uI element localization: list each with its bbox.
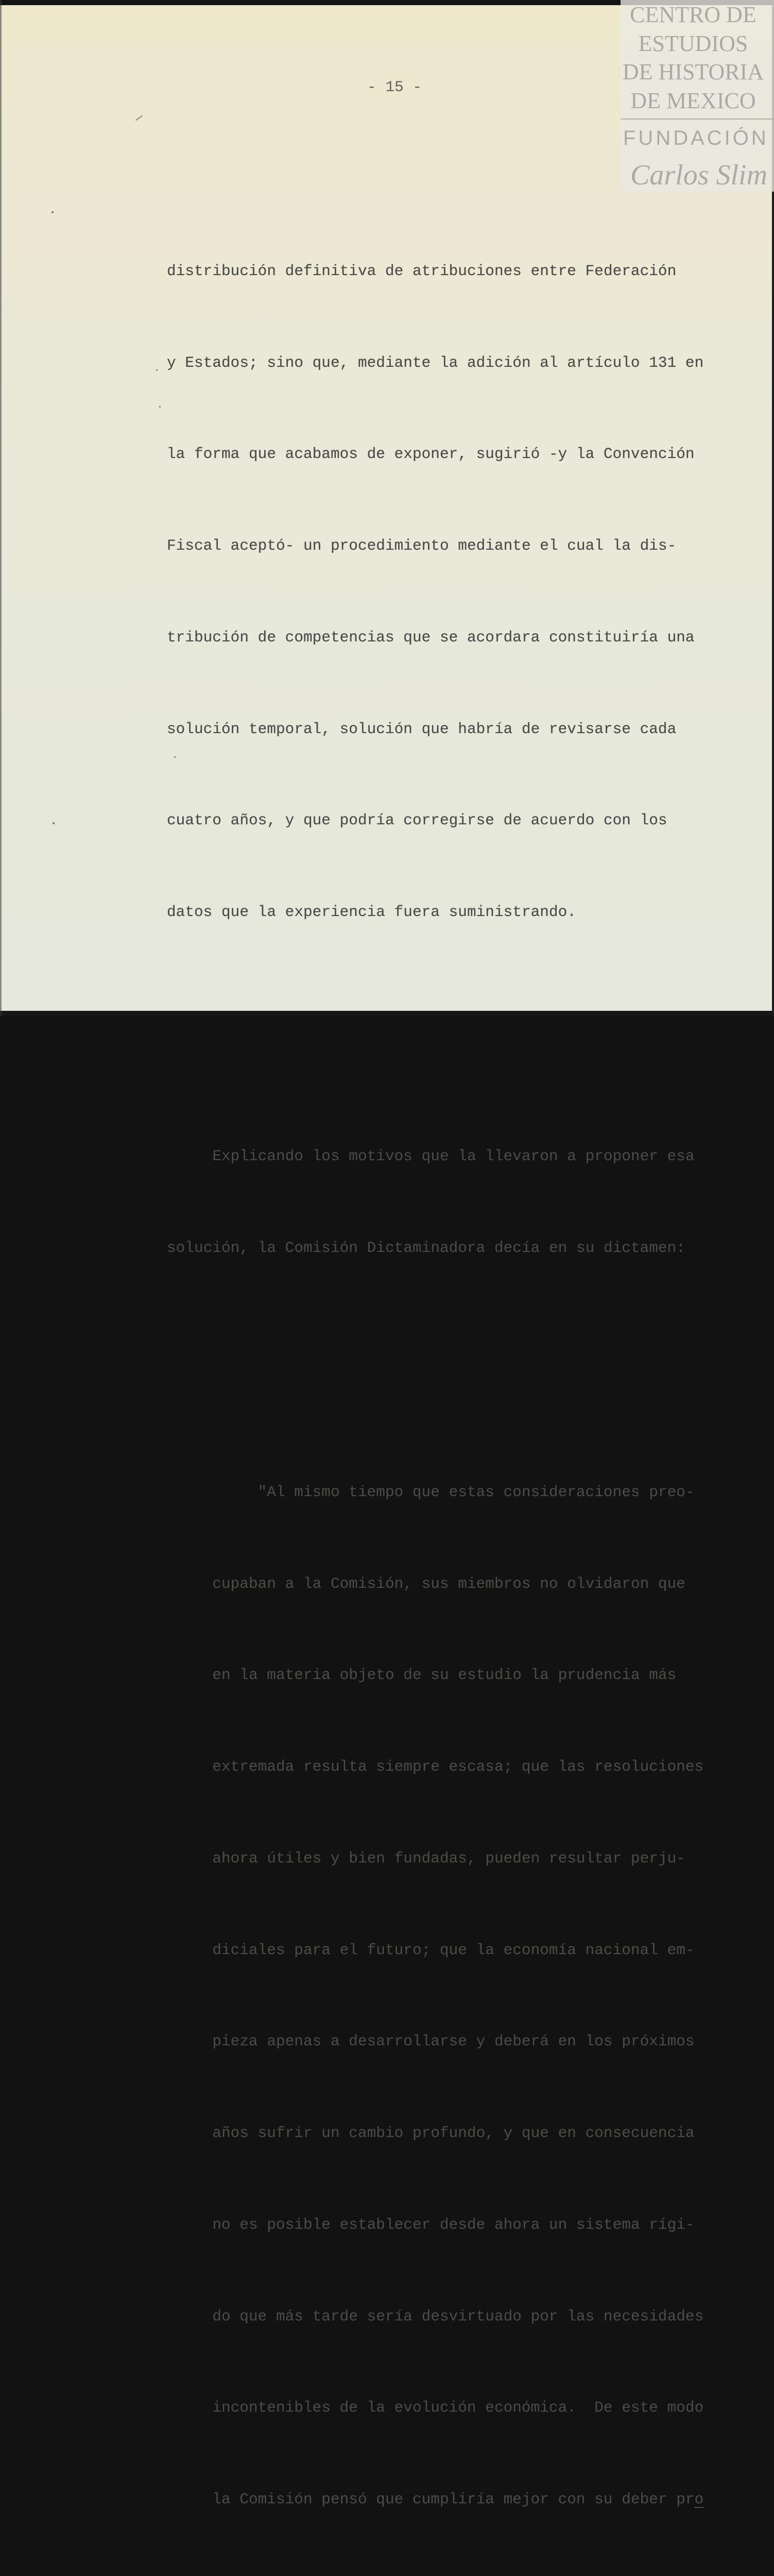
- quote-line: do que más tarde sería desvirtuado por las necesidades: [167, 2301, 754, 2332]
- text-line: solución temporal, solución que habría de revisarse cada: [167, 714, 754, 744]
- text-line: datos que la experiencia fuera suministrando.: [167, 897, 754, 927]
- scan-speck: [51, 211, 54, 213]
- watermark-title: [618, 1, 768, 115]
- body-text: [167, 104, 754, 2576]
- text-line: solución, la Comisión Dictaminadora decía en su dictamen:: [167, 1233, 754, 1263]
- scan-speck: [156, 369, 158, 371]
- document-page: [0, 0, 774, 1016]
- block-quote: [167, 1416, 754, 2576]
- quote-line: "Al mismo tiempo que estas consideraciones preo-: [167, 1477, 754, 1507]
- watermark-line: DE HISTORIA: [618, 58, 768, 87]
- text-line: tribución de competencias que se acordara constituiría una: [167, 622, 754, 653]
- hyphen-underlined-letter: o: [695, 2490, 704, 2508]
- quote-line: diciales para el futuro; que la economía nacional em-: [167, 1935, 754, 1965]
- text-line: Fiscal aceptó- un procedimiento mediante el cual la dis-: [167, 531, 754, 561]
- quote-line: ahora útiles y bien fundadas, pueden resultar perju-: [167, 1843, 754, 1874]
- text-line: Explicando los motivos que la llevaron a proponer esa: [167, 1141, 754, 1172]
- scan-speck: [53, 822, 55, 824]
- text-line: cuatro años, y que podría corregirse de acuerdo con los: [167, 805, 754, 836]
- watermark-signature: Carlos Slim: [630, 157, 767, 193]
- quote-line: [167, 2484, 754, 2515]
- quote-line-text: la Comisión pensó que cumpliría mejor con su deber pr: [212, 2490, 694, 2508]
- watermark-foundation: FUNDACIÓN: [623, 127, 769, 149]
- scan-speck: [159, 406, 161, 408]
- quote-line: años sufrir un cambio profundo, y que en consecuencia: [167, 2118, 754, 2148]
- text-line: y Estados; sino que, mediante la adición al artículo 131 en: [167, 348, 754, 378]
- text-line: distribución definitiva de atribuciones entre Federación: [167, 256, 754, 286]
- quote-line: no es posible establecer desde ahora un sistema rígi-: [167, 2210, 754, 2240]
- watermark-line: CENTRO DE: [618, 1, 768, 29]
- paragraph-1: [167, 195, 754, 989]
- scan-edge-left: [0, 0, 2, 1016]
- text-line: la forma que acabamos de exponer, sugirió -y la Convención: [167, 439, 754, 469]
- quote-line: en la materia objeto de su estudio la prudencia más: [167, 1660, 754, 1690]
- watermark-line: DE MEXICO: [618, 87, 768, 115]
- quote-line: pieza apenas a desarrollarse y deberá en los próximos: [167, 2026, 754, 2057]
- watermark-divider: [621, 118, 774, 120]
- quote-line: extremada resulta siempre escasa; que las resoluciones: [167, 1752, 754, 1782]
- margin-mark: [135, 115, 143, 121]
- paragraph-2: [167, 1080, 754, 1325]
- quote-line: cupaban a la Comisión, sus miembros no olvidaron que: [167, 1569, 754, 1599]
- quote-line: incontenibles de la evolución económica. De este modo: [167, 2393, 754, 2423]
- watermark-line: ESTUDIOS: [618, 29, 768, 58]
- page-number: - 15 -: [367, 72, 422, 103]
